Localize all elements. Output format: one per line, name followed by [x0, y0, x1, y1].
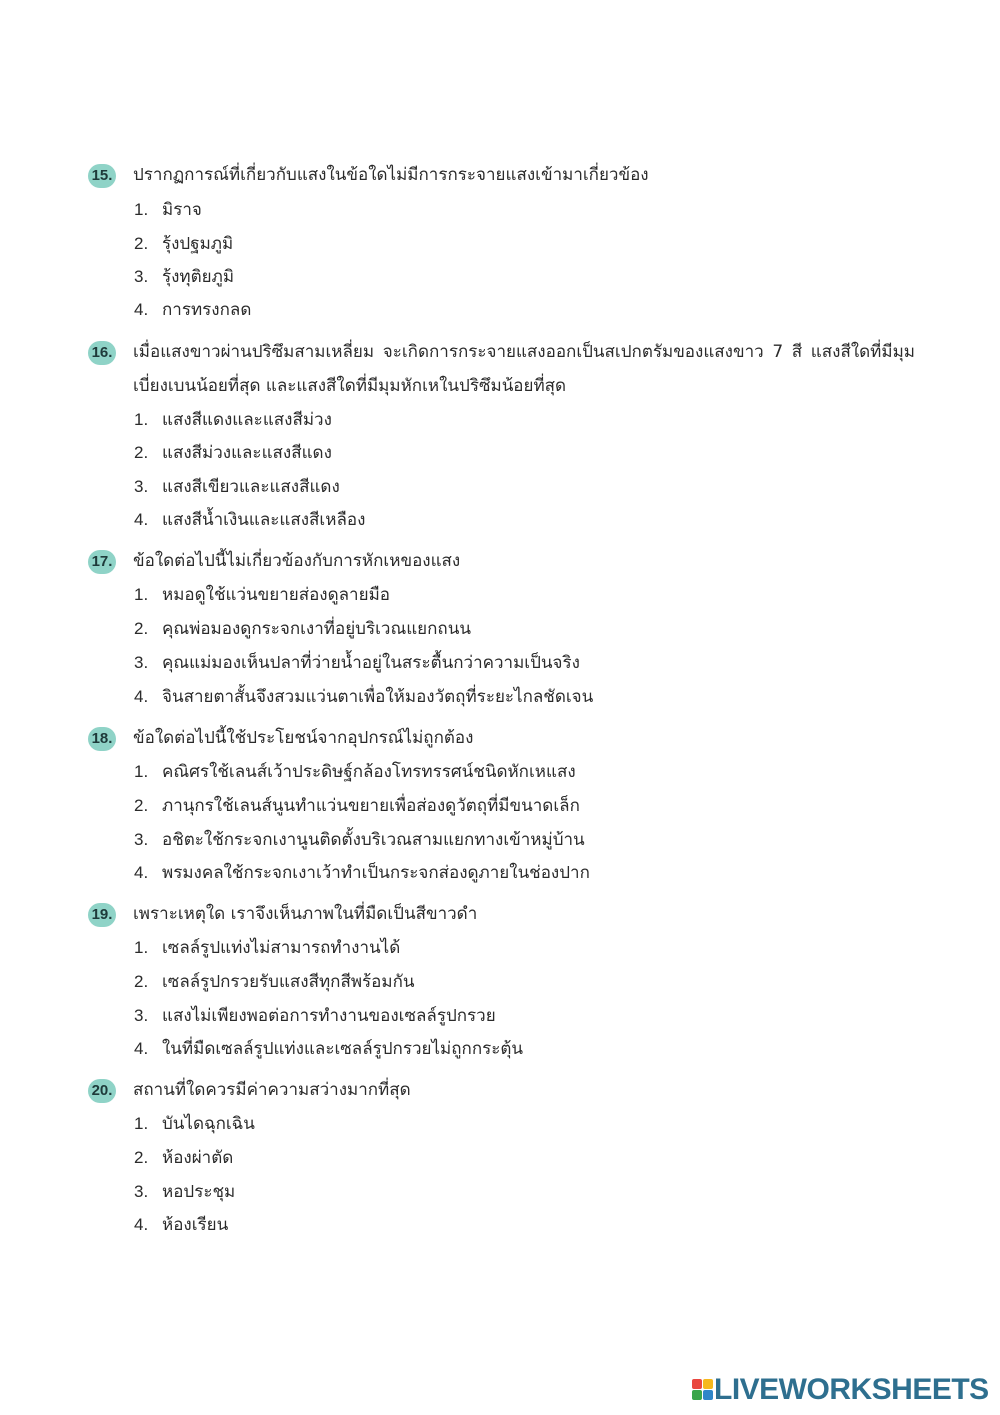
- question-text: ปรากฏการณ์ที่เกี่ยวกับแสงในข้อใดไม่มีการกระจายแสงเข้ามาเกี่ยวข้อง: [133, 165, 649, 185]
- option-number: 3.: [134, 1006, 149, 1025]
- question-text: สถานที่ใดควรมีค่าความสว่างมากที่สุด: [133, 1080, 411, 1100]
- option-text: คุณพ่อมองดูกระจกเงาที่อยู่บริเวณแยกถนน: [162, 619, 471, 639]
- option-text: แสงสีม่วงและแสงสีแดง: [162, 443, 332, 463]
- option-number: 2.: [134, 1148, 149, 1167]
- option-text: ในที่มืดเซลล์รูปแท่งและเซลล์รูปกรวยไม่ถูกกระตุ้น: [162, 1039, 524, 1059]
- question-text: เมื่อแสงขาวผ่านปริซึมสามเหลี่ยม จะเกิดการกระจายแสงออกเป็นสเปกตรัมของแสงขาว 7 สี แสงสีใดที่มีมุมเบี่ยงเบนน้อยที่สุด และแสงสีใดที่มีมุมหักเหในปริซึมน้อยที่สุด: [133, 342, 915, 396]
- liveworksheets-logo[interactable]: [692, 1373, 992, 1407]
- option-number: 2.: [134, 972, 149, 991]
- question-number-badge: 18.: [88, 727, 116, 751]
- option-number: 1.: [134, 200, 149, 219]
- option-text: บันไดฉุกเฉิน: [162, 1114, 255, 1134]
- question-number-badge: 16.: [88, 341, 116, 365]
- option-number: 2.: [134, 443, 149, 462]
- question-text: เพราะเหตุใด เราจึงเห็นภาพในที่มืดเป็นสีขาวดำ: [133, 904, 478, 924]
- option-number: 3.: [134, 267, 149, 286]
- question-number-badge: 19.: [88, 903, 116, 927]
- option-number: 3.: [134, 830, 149, 849]
- option-text: คณิศรใช้เลนส์เว้าประดิษฐ์กล้องโทรทรรศน์ชนิดหักเหแสง: [162, 762, 576, 782]
- option-number: 1.: [134, 762, 149, 781]
- option-text: มิราจ: [162, 200, 202, 220]
- option-number: 1.: [134, 585, 149, 604]
- option-number: 3.: [134, 1182, 149, 1201]
- question-text: ข้อใดต่อไปนี้ใช้ประโยชน์จากอุปกรณ์ไม่ถูกต้อง: [133, 728, 474, 748]
- liveworksheets-logo-text: LIVEWORKSHEETS: [714, 1373, 989, 1406]
- question-number-badge: 15.: [88, 164, 116, 188]
- option-text: เซลล์รูปแท่งไม่สามารถทำงานได้: [162, 938, 401, 958]
- option-number: 1.: [134, 410, 149, 429]
- option-number: 4.: [134, 300, 149, 319]
- option-number: 4.: [134, 1215, 149, 1234]
- option-text: แสงไม่เพียงพอต่อการทำงานของเซลล์รูปกรวย: [162, 1006, 496, 1026]
- option-number: 4.: [134, 687, 149, 706]
- question-text: ข้อใดต่อไปนี้ไม่เกี่ยวข้องกับการหักเหของแสง: [133, 551, 461, 571]
- option-text: แสงสีแดงและแสงสีม่วง: [162, 410, 332, 430]
- option-text: เซลล์รูปกรวยรับแสงสีทุกสีพร้อมกัน: [162, 972, 415, 992]
- option-text: รุ้งทุติยภูมิ: [162, 267, 235, 287]
- option-text: ห้องผ่าตัด: [162, 1148, 234, 1168]
- option-text: รุ้งปฐมภูมิ: [162, 234, 234, 254]
- option-text: หมอดูใช้แว่นขยายส่องดูลายมือ: [162, 585, 390, 605]
- option-text: ภานุกรใช้เลนส์นูนทำแว่นขยายเพื่อส่องดูวัตถุที่มีขนาดเล็ก: [162, 796, 580, 816]
- option-number: 4.: [134, 1039, 149, 1058]
- option-number: 1.: [134, 938, 149, 957]
- option-number: 2.: [134, 234, 149, 253]
- option-number: 4.: [134, 510, 149, 529]
- option-number: 4.: [134, 863, 149, 882]
- option-text: จินสายตาสั้นจึงสวมแว่นตาเพื่อให้มองวัตถุที่ระยะไกลชัดเจน: [162, 687, 594, 707]
- liveworksheets-logo-icon: [692, 1379, 714, 1401]
- option-text: ห้องเรียน: [162, 1215, 229, 1235]
- option-text: พรมงคลใช้กระจกเงาเว้าทำเป็นกระจกส่องดูภายในช่องปาก: [162, 863, 590, 883]
- option-number: 1.: [134, 1114, 149, 1133]
- option-text: แสงสีน้ำเงินและแสงสีเหลือง: [162, 510, 366, 530]
- question-number-badge: 17.: [88, 550, 116, 574]
- option-text: แสงสีเขียวและแสงสีแดง: [162, 477, 340, 497]
- option-text: การทรงกลด: [162, 300, 252, 320]
- question-number-badge: 20.: [88, 1079, 116, 1103]
- option-number: 2.: [134, 796, 149, 815]
- option-number: 3.: [134, 477, 149, 496]
- option-number: 3.: [134, 653, 149, 672]
- option-text: อชิตะใช้กระจกเงานูนติดตั้งบริเวณสามแยกทางเข้าหมู่บ้าน: [162, 830, 585, 850]
- option-text: หอประชุม: [162, 1182, 236, 1202]
- option-number: 2.: [134, 619, 149, 638]
- option-text: คุณแม่มองเห็นปลาที่ว่ายน้ำอยู่ในสระตื้นกว่าความเป็นจริง: [162, 653, 580, 673]
